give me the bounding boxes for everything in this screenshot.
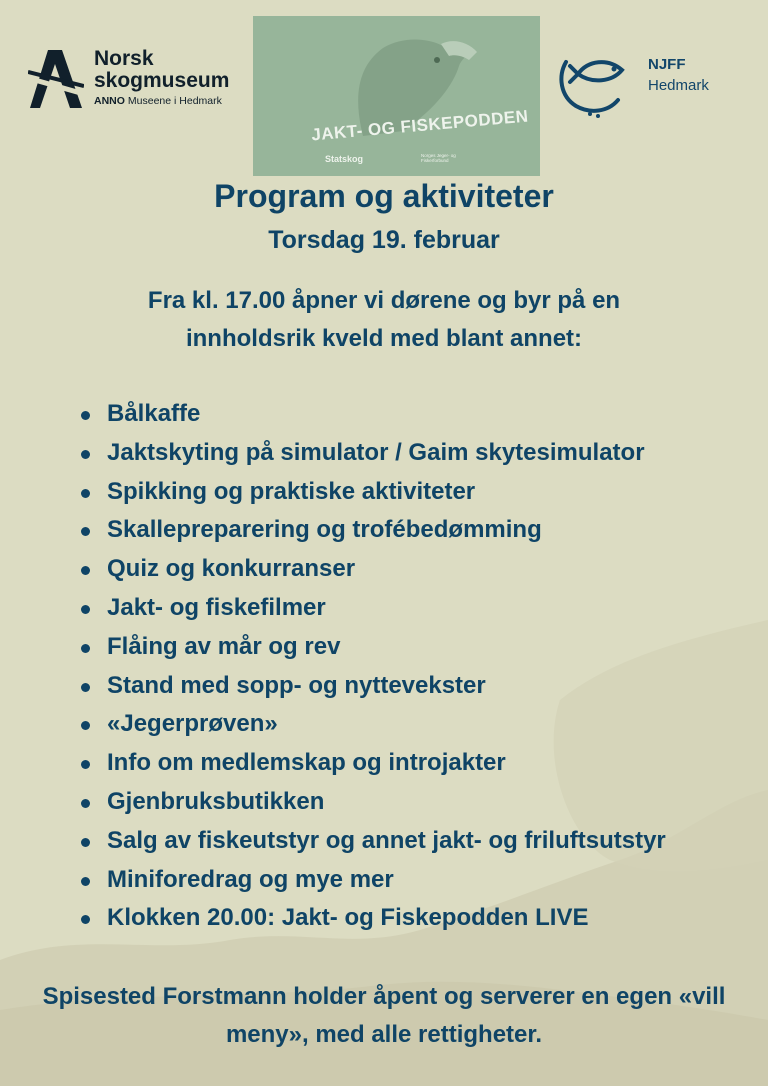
- list-item: Jakt- og fiskefilmer: [78, 589, 758, 628]
- list-item: Flåing av mår og rev: [78, 628, 758, 667]
- podcast-banner: [253, 16, 540, 176]
- list-item: Klokken 20.00: Jakt- og Fiskepodden LIVE: [78, 899, 758, 938]
- intro-text: Fra kl. 17.00 åpner vi dørene og byr på en innholdsrik kveld med blant annet:: [147, 287, 621, 352]
- skogmuseum-mark-icon: [28, 48, 84, 110]
- page-title: Program og aktiviteter: [214, 178, 554, 214]
- list-item: Skallepreparering og trofébedømming: [78, 511, 758, 550]
- njff-region: Hedmark: [648, 77, 709, 94]
- list-item: Salg av fiskeutstyr og annet jakt- og friluftsutstyr: [78, 822, 758, 861]
- list-item: «Jegerprøven»: [78, 705, 758, 744]
- footer-text: Spisested Forstmann holder åpent og serverer en egen «vill meny», med alle rettigheter.: [42, 983, 726, 1048]
- list-item: Spikking og praktiske aktiviteter: [78, 473, 758, 512]
- logo-sub-bold: ANNO: [94, 95, 125, 107]
- list-item: Jaktskyting på simulator / Gaim skytesimulator: [78, 434, 758, 473]
- event-date: Torsdag 19. februar: [268, 226, 500, 254]
- logo-line1: Norsk: [94, 47, 154, 70]
- list-item: Miniforedrag og mye mer: [78, 861, 758, 900]
- logo-subtitle: [94, 95, 222, 107]
- list-item: Bålkaffe: [78, 395, 758, 434]
- sponsor-statskog: Statskog: [325, 154, 364, 164]
- njff-hedmark-logo: [556, 42, 736, 118]
- list-item: Stand med sopp- og nyttevekster: [78, 667, 758, 706]
- podcast-title: JAKT- OG FISKEPODDEN: [310, 106, 530, 145]
- list-item: Quiz og konkurranser: [78, 550, 758, 589]
- fish-circle-icon: [556, 42, 636, 118]
- eagle-icon: [253, 16, 540, 176]
- list-item: Gjenbruksbutikken: [78, 783, 758, 822]
- sponsor-njff: Norges Jeger- og Fiskerforbund: [421, 153, 456, 163]
- logo-sub-rest: Museene i Hedmark: [127, 95, 222, 107]
- list-item: Info om medlemskap og introjakter: [78, 744, 758, 783]
- njff-org: NJFF: [648, 56, 686, 73]
- logo-line2: skogmuseum: [94, 69, 230, 92]
- activities-list: [78, 395, 758, 938]
- norsk-skogmuseum-logo: [28, 44, 258, 114]
